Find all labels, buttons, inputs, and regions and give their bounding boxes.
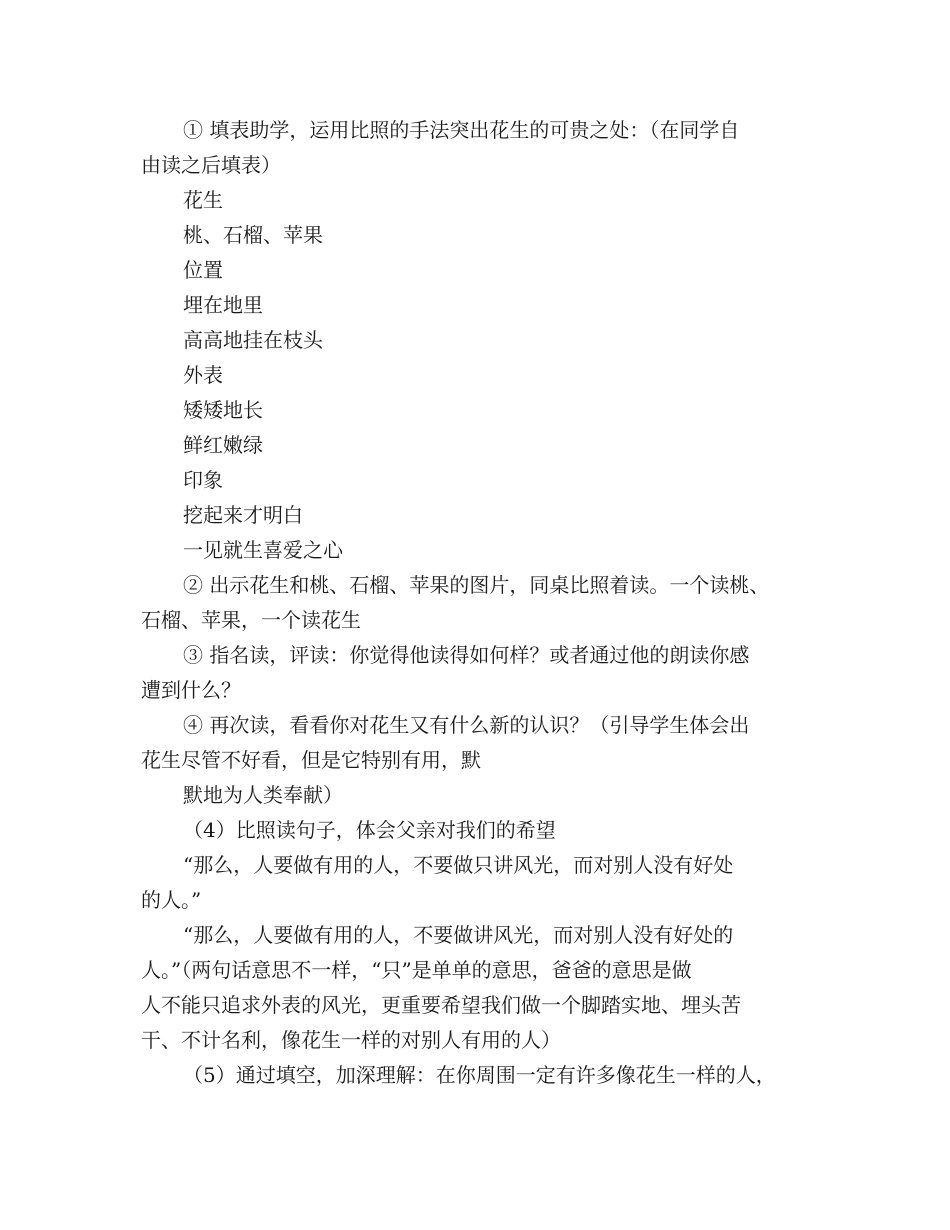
text-line: 高高地挂在枝头 <box>183 328 323 352</box>
text-line: 花生尽管不好看，但是它特别有用，默 <box>141 748 481 772</box>
text-line: “那么，人要做有用的人，不要做只讲风光，而对别人没有好处 <box>183 853 734 877</box>
text-line: 的人。” <box>141 888 202 912</box>
text-line: “那么，人要做有用的人，不要做讲风光，而对别人没有好处的 <box>183 923 734 947</box>
text-line: 石榴、苹果，一个读花生 <box>141 608 361 632</box>
text-line: 矮矮地长 <box>183 398 263 422</box>
text-line: （4）比照读句子，体会父亲对我们的希望 <box>183 818 556 842</box>
text-line: ④ 再次读，看看你对花生又有什么新的认识？（引导学生体会出 <box>183 713 750 737</box>
text-line: 一见就生喜爱之心 <box>183 538 343 562</box>
text-line: （5）通过填空，加深理解：在你周围一定有许多像花生一样的人， <box>183 1063 776 1087</box>
text-line: 由读之后填表） <box>141 153 281 177</box>
text-line: 鲜红嫩绿 <box>183 433 263 457</box>
text-line: 默地为人类奉献） <box>183 783 343 807</box>
text-line: 印象 <box>183 468 223 492</box>
text-line: ② 出示花生和桃、石榴、苹果的图片，同桌比照着读。一个读桃、 <box>183 573 770 597</box>
text-line: ③ 指名读，评读：你觉得他读得如何样？或者通过他的朗读你感 <box>183 643 750 667</box>
text-line: 挖起来才明白 <box>183 503 303 527</box>
text-line: ① 填表助学，运用比照的手法突出花生的可贵之处：（在同学自 <box>183 118 740 142</box>
text-line: 位置 <box>183 258 223 282</box>
text-line: 桃、石榴、苹果 <box>183 223 323 247</box>
text-line: 遭到什么？ <box>141 678 241 702</box>
text-line: 埋在地里 <box>183 293 263 317</box>
text-line: 干、不计名利，像花生一样的对别人有用的人） <box>141 1028 561 1052</box>
document-body <box>141 113 821 1093</box>
text-line: 外表 <box>183 363 223 387</box>
text-line: 人。”（两句话意思不一样，“只”是单单的意思，爸爸的意思是做 <box>141 958 692 982</box>
text-line: 花生 <box>183 188 223 212</box>
text-line: 人不能只追求外表的风光，更重要希望我们做一个脚踏实地、埋头苦 <box>141 993 741 1017</box>
